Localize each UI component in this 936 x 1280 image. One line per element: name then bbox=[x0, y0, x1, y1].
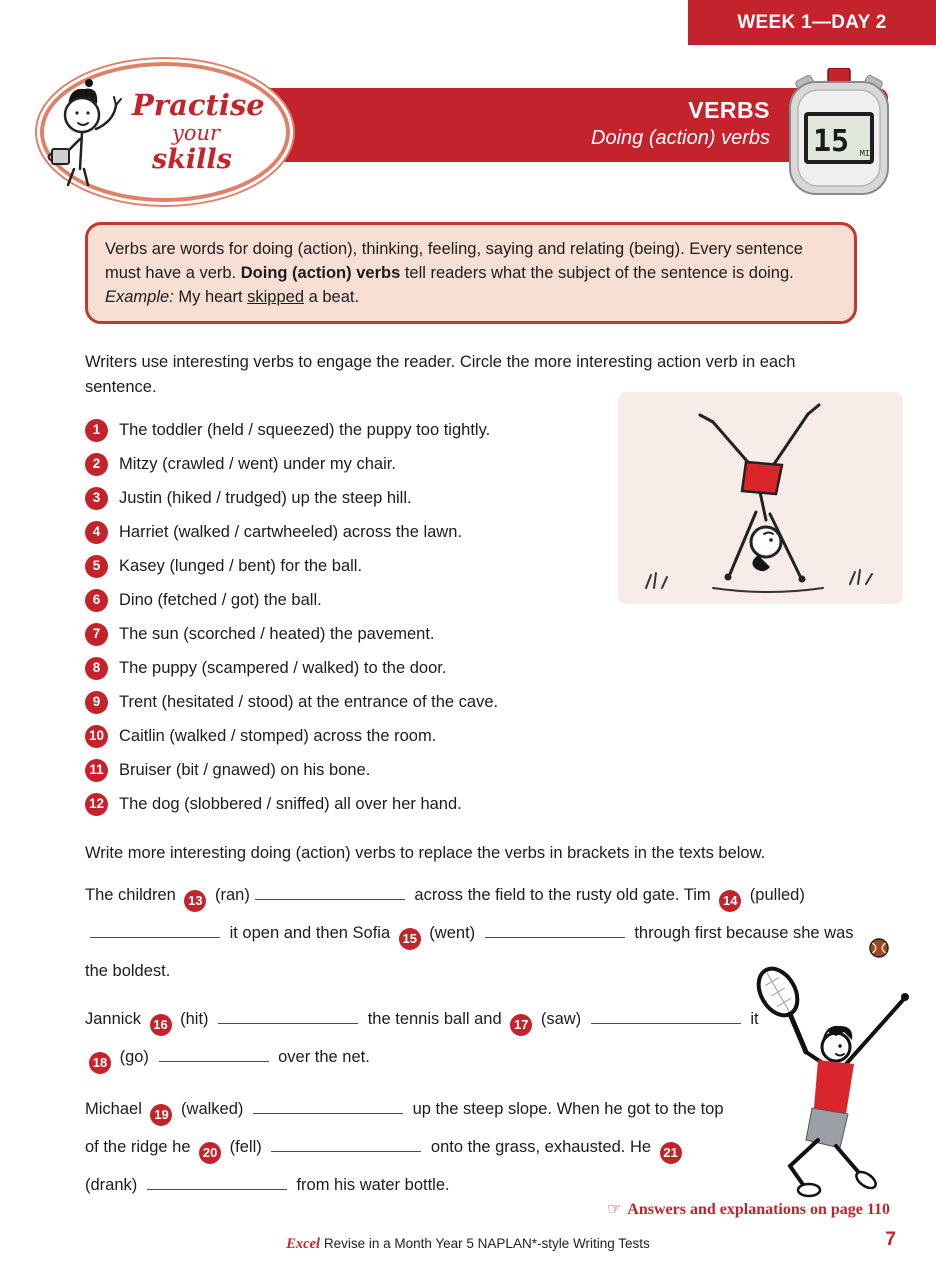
question-text: Justin (hiked / trudged) up the steep hill. bbox=[119, 488, 412, 507]
question-row bbox=[85, 787, 857, 821]
pointing-kid-illustration bbox=[44, 73, 132, 191]
question-number-badge: 2 bbox=[85, 453, 108, 476]
question-text: The toddler (held / squeezed) the puppy too tightly. bbox=[119, 420, 491, 439]
question-text: The sun (scorched / heated) the pavement. bbox=[119, 624, 435, 643]
question-number-badge: 10 bbox=[85, 725, 108, 748]
question-row bbox=[85, 447, 857, 481]
answer-blank[interactable] bbox=[218, 1010, 358, 1024]
definition-text-after: tell readers what the subject of the sentence is doing. bbox=[400, 264, 794, 282]
question-row bbox=[85, 719, 857, 753]
fill-paragraph-tennis: Jannick 16 (hit) the tennis ball and 17 (saw) it 18 (go) over the net. bbox=[85, 1000, 775, 1076]
question-number-badge: 9 bbox=[85, 691, 108, 714]
answer-blank[interactable] bbox=[147, 1176, 287, 1190]
question-text: The puppy (scampered / walked) to the door. bbox=[119, 658, 447, 677]
footer-excel-brand: Excel bbox=[286, 1236, 321, 1252]
footer-series-text: Revise in a Month Year 5 NAPLAN*-style Writing Tests bbox=[320, 1236, 650, 1251]
question-row bbox=[85, 617, 857, 651]
question-row bbox=[85, 685, 857, 719]
pointing-hand-icon: ☞ bbox=[606, 1199, 622, 1218]
logo-word-practise: Practise bbox=[132, 88, 265, 122]
question-number-badge: 18 bbox=[89, 1052, 111, 1074]
fill-paragraph-children: The children 13 (ran) across the field to the rusty old gate. Tim 14 (pulled) it open and then Sofia 15 (went) through first because she was the boldest. bbox=[85, 886, 854, 980]
footer-series-title bbox=[0, 1236, 936, 1253]
question-list bbox=[85, 413, 857, 821]
question-text: Caitlin (walked / stomped) across the room. bbox=[119, 726, 437, 745]
page-subtitle: Doing (action) verbs bbox=[591, 127, 770, 149]
example-underlined-verb: skipped bbox=[247, 288, 305, 306]
fill-paragraph-michael: Michael 19 (walked) up the steep slope. When he got to the top of the ridge he 20 (fell) onto the grass, exhausted. He 21 (drank) from his water bottle. bbox=[85, 1100, 724, 1194]
example-text-pre: My heart bbox=[173, 288, 248, 306]
question-number-badge: 7 bbox=[85, 623, 108, 646]
question-number-badge: 3 bbox=[85, 487, 108, 510]
question-text: Kasey (lunged / bent) for the ball. bbox=[119, 556, 363, 575]
question-row bbox=[85, 753, 857, 787]
week-day-label: WEEK 1—DAY 2 bbox=[737, 11, 887, 33]
exercise1-instruction: Writers use interesting verbs to engage the reader. Circle the more interesting action verb in each sentence. bbox=[85, 353, 796, 396]
answer-blank[interactable] bbox=[271, 1138, 421, 1152]
timer-unit: MIN bbox=[860, 149, 875, 158]
question-number-badge: 12 bbox=[85, 793, 108, 816]
page-number: 7 bbox=[885, 1229, 896, 1250]
question-number-badge: 13 bbox=[184, 890, 206, 912]
question-number-badge: 11 bbox=[85, 759, 108, 782]
exercise2-instruction: Write more interesting doing (action) verbs to replace the verbs in brackets in the texts below. bbox=[85, 844, 766, 862]
question-number-badge: 21 bbox=[660, 1142, 682, 1164]
question-number-badge: 14 bbox=[719, 890, 741, 912]
question-number-badge: 17 bbox=[510, 1014, 532, 1036]
question-text: Dino (fetched / got) the ball. bbox=[119, 590, 322, 609]
answers-note bbox=[607, 1199, 890, 1219]
page-title: VERBS bbox=[688, 97, 770, 123]
definition-text: Verbs are words for doing (action), thinking, feeling, saying and relating (being). Every sentence must have a verb. bbox=[105, 240, 803, 282]
question-number-badge: 1 bbox=[85, 419, 108, 442]
question-number-badge: 16 bbox=[150, 1014, 172, 1036]
question-text: Mitzy (crawled / went) under my chair. bbox=[119, 454, 396, 473]
answer-blank[interactable] bbox=[90, 924, 220, 938]
question-number-badge: 5 bbox=[85, 555, 108, 578]
question-number-badge: 6 bbox=[85, 589, 108, 612]
question-row bbox=[85, 515, 857, 549]
answer-blank[interactable] bbox=[591, 1010, 741, 1024]
definition-box bbox=[85, 222, 857, 324]
question-row bbox=[85, 413, 857, 447]
answer-blank[interactable] bbox=[255, 886, 405, 900]
header-titles bbox=[591, 97, 770, 150]
worksheet-content bbox=[85, 222, 857, 1204]
question-text: Harriet (walked / cartwheeled) across the lawn. bbox=[119, 522, 462, 541]
question-number-badge: 15 bbox=[399, 928, 421, 950]
question-text: The dog (slobbered / sniffed) all over her hand. bbox=[119, 794, 462, 813]
logo-word-skills: skills bbox=[152, 144, 232, 175]
answer-blank[interactable] bbox=[485, 924, 625, 938]
question-row bbox=[85, 583, 857, 617]
question-number-badge: 8 bbox=[85, 657, 108, 680]
timer-minutes: 15 bbox=[812, 124, 850, 159]
question-row bbox=[85, 481, 857, 515]
answers-note-text: Answers and explanations on page 110 bbox=[627, 1201, 890, 1218]
example-label: Example: bbox=[105, 288, 174, 306]
logo-text bbox=[132, 88, 265, 175]
example-text-post: a beat. bbox=[304, 288, 360, 306]
answer-blank[interactable] bbox=[159, 1048, 269, 1062]
tennis-ball-icon bbox=[869, 938, 889, 963]
logo-word-your: your bbox=[172, 121, 221, 145]
practise-your-skills-logo bbox=[40, 62, 290, 202]
week-day-banner bbox=[688, 0, 936, 45]
timer-stopwatch-icon bbox=[784, 68, 894, 205]
answer-blank[interactable] bbox=[253, 1100, 403, 1114]
question-row bbox=[85, 651, 857, 685]
definition-bold-term: Doing (action) verbs bbox=[240, 264, 401, 282]
question-number-badge: 19 bbox=[150, 1104, 172, 1126]
question-number-badge: 20 bbox=[199, 1142, 221, 1164]
question-text: Trent (hesitated / stood) at the entrance of the cave. bbox=[119, 692, 499, 711]
question-text: Bruiser (bit / gnawed) on his bone. bbox=[119, 760, 371, 779]
question-row bbox=[85, 549, 857, 583]
question-number-badge: 4 bbox=[85, 521, 108, 544]
